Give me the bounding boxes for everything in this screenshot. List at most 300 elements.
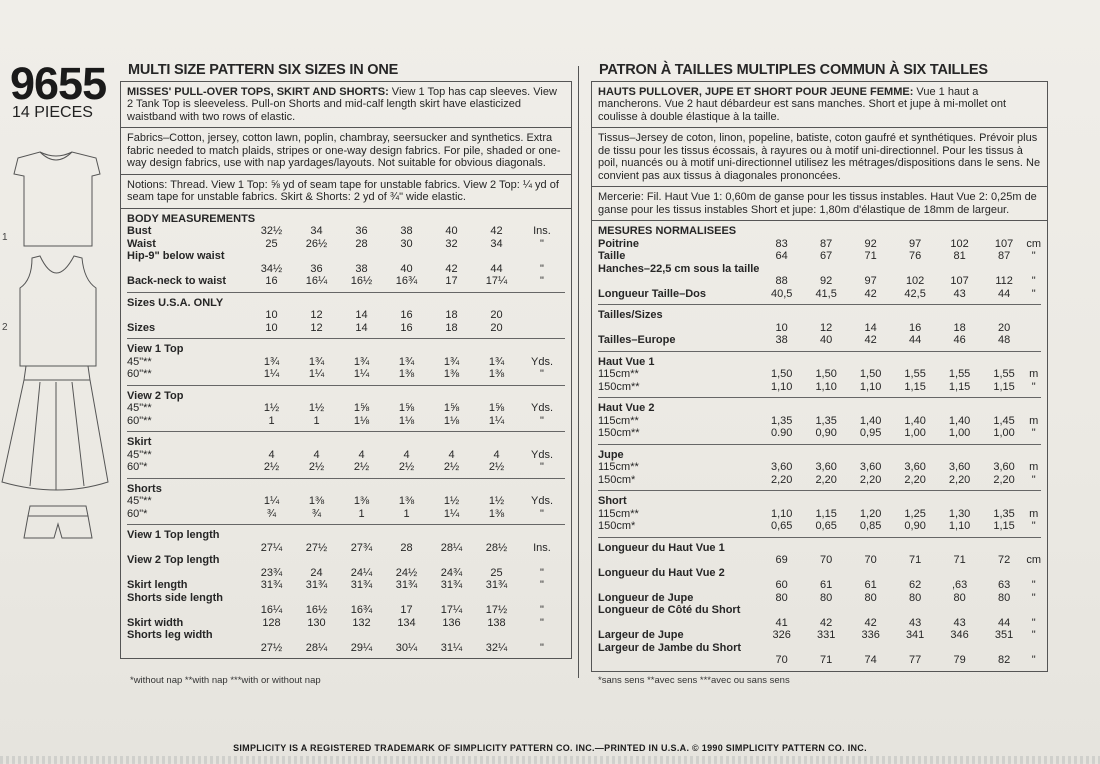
row-label: Shorts side length bbox=[127, 591, 223, 604]
size-value: 43 bbox=[908, 616, 922, 629]
size-value: 12 bbox=[310, 321, 323, 334]
size-value: 0,90 bbox=[904, 520, 926, 532]
size-value: 27½ bbox=[260, 641, 283, 654]
size-value: 41,5 bbox=[815, 287, 837, 300]
size-value bbox=[384, 250, 429, 263]
size-value: 34 bbox=[490, 237, 503, 250]
row-label: View 2 Top bbox=[127, 389, 184, 402]
size-value: 107 bbox=[994, 237, 1014, 250]
size-value: 30 bbox=[400, 237, 413, 250]
table-row bbox=[127, 529, 565, 542]
size-value: 336 bbox=[861, 629, 880, 641]
size-value bbox=[893, 542, 937, 555]
size-value: 40 bbox=[445, 225, 458, 237]
size-value: 1¾ bbox=[488, 355, 505, 368]
size-value: 346 bbox=[950, 629, 969, 641]
size-value: 41 bbox=[775, 616, 788, 629]
size-value bbox=[848, 604, 892, 617]
size-value: 2,20 bbox=[815, 473, 837, 486]
size-value bbox=[982, 542, 1026, 555]
pattern-number: 9655 bbox=[10, 58, 107, 109]
english-notions: Notions: Thread. View 1 Top: ⅝ yd of seam tape for unstable fabrics. View 2 Top: ¼ yd of seam tape for unstable fabrics. Skirt & Shorts: 2 yd of ¾" wide elastic. bbox=[121, 175, 571, 209]
unit: Yds. bbox=[530, 402, 553, 414]
size-value: 97 bbox=[864, 275, 877, 287]
size-value: 3,60 bbox=[993, 461, 1015, 473]
size-value bbox=[384, 343, 429, 356]
shorts-sketch bbox=[24, 506, 92, 538]
size-value: 1⅝ bbox=[353, 402, 370, 414]
table-row bbox=[598, 322, 1041, 335]
row-label bbox=[598, 554, 759, 567]
unit: " bbox=[1031, 654, 1036, 666]
unit: " bbox=[1031, 616, 1036, 629]
size-value bbox=[339, 390, 384, 403]
size-value bbox=[937, 356, 981, 369]
french-description bbox=[592, 82, 1047, 129]
unit bbox=[1026, 604, 1041, 617]
row-label: Skirt length bbox=[127, 579, 188, 591]
unit: " bbox=[1031, 275, 1036, 287]
size-value bbox=[474, 629, 519, 642]
size-value bbox=[759, 449, 803, 462]
unit bbox=[519, 297, 565, 310]
size-value: 1,20 bbox=[859, 507, 882, 520]
size-value bbox=[429, 554, 474, 567]
size-value: 63 bbox=[997, 579, 1011, 591]
size-value: 1⅛ bbox=[443, 414, 460, 427]
unit bbox=[1026, 567, 1041, 580]
size-value: 16½ bbox=[305, 604, 328, 616]
size-value: 1½ bbox=[443, 495, 460, 507]
unit bbox=[1026, 642, 1041, 655]
size-value: 1⅛ bbox=[353, 414, 370, 427]
row-label: Waist bbox=[127, 237, 156, 250]
table-row bbox=[127, 604, 565, 617]
size-value bbox=[294, 436, 339, 449]
table-row bbox=[127, 495, 565, 508]
row-label: MESURES NORMALISEES bbox=[598, 225, 737, 237]
row-label: Haut Vue 2 bbox=[598, 402, 655, 414]
row-label: Largeur de Jupe bbox=[598, 629, 684, 641]
size-value: 14 bbox=[355, 321, 368, 334]
size-value: 28 bbox=[400, 541, 413, 554]
row-label: Shorts leg width bbox=[127, 629, 213, 641]
unit: " bbox=[540, 461, 544, 473]
size-value: 10 bbox=[265, 321, 278, 334]
size-value: 1¾ bbox=[443, 355, 460, 368]
size-value: 1,30 bbox=[948, 507, 971, 520]
unit: Ins. bbox=[533, 225, 551, 237]
size-value: 2,20 bbox=[770, 473, 793, 486]
size-value bbox=[474, 483, 519, 496]
unit bbox=[519, 529, 565, 542]
size-value: 24 bbox=[310, 566, 323, 579]
size-value: 16 bbox=[400, 321, 413, 334]
size-value: 40 bbox=[820, 334, 833, 346]
table-row bbox=[598, 629, 1041, 642]
size-value: 32 bbox=[445, 237, 458, 250]
table-row bbox=[598, 288, 1041, 301]
size-value: 14 bbox=[864, 321, 877, 334]
english-footnote: *without nap **with nap ***with or without nap bbox=[130, 675, 321, 686]
size-value: 20 bbox=[997, 321, 1011, 334]
row-label: 115cm** bbox=[598, 414, 639, 427]
size-value bbox=[384, 529, 429, 542]
size-value: 1⅝ bbox=[488, 402, 505, 414]
size-value: 3,60 bbox=[948, 461, 971, 473]
size-value: 1,00 bbox=[948, 427, 971, 439]
size-value: 87 bbox=[997, 250, 1011, 262]
row-label: Skirt bbox=[127, 436, 152, 448]
unit: Yds. bbox=[530, 448, 553, 461]
size-value: 1,55 bbox=[993, 368, 1015, 380]
table-row bbox=[127, 483, 565, 496]
size-value: 43 bbox=[953, 616, 966, 629]
size-value: 28 bbox=[355, 237, 368, 250]
size-value bbox=[893, 263, 937, 276]
size-value: 70 bbox=[775, 654, 788, 666]
size-value bbox=[294, 529, 339, 542]
size-value: 3,60 bbox=[859, 461, 882, 473]
row-label: Longueur du Haut Vue 1 bbox=[598, 541, 725, 554]
size-value: 16¾ bbox=[395, 275, 418, 287]
size-value bbox=[982, 263, 1026, 276]
table-row bbox=[127, 629, 565, 642]
table-row bbox=[127, 225, 565, 238]
row-label bbox=[127, 642, 249, 655]
size-value: 2½ bbox=[443, 461, 460, 473]
row-label bbox=[598, 579, 759, 592]
table-row bbox=[127, 461, 565, 474]
table-row bbox=[127, 322, 565, 335]
size-value bbox=[474, 343, 519, 356]
size-value: 1½ bbox=[263, 402, 280, 414]
skirt-sketch bbox=[2, 366, 108, 490]
unit bbox=[1026, 322, 1041, 335]
size-value: 1¾ bbox=[398, 355, 415, 368]
size-value bbox=[294, 343, 339, 356]
size-value: 1 bbox=[358, 507, 365, 520]
size-value: 64 bbox=[775, 250, 788, 262]
size-value bbox=[339, 629, 384, 642]
row-label: Longueur de Côté du Short bbox=[598, 604, 741, 616]
size-value: 16½ bbox=[350, 275, 373, 287]
size-value: 134 bbox=[397, 616, 416, 629]
size-value: 92 bbox=[820, 275, 833, 287]
size-value: 351 bbox=[994, 629, 1014, 641]
table-row bbox=[598, 461, 1041, 474]
size-value bbox=[339, 250, 384, 263]
trademark-notice: SIMPLICITY IS A REGISTERED TRADEMARK OF SIMPLICITY PATTERN CO. INC.—PRINTED IN U.S.A. © 1990 SIMPLICITY PATTERN CO. INC. bbox=[233, 743, 867, 753]
table-row bbox=[598, 508, 1041, 521]
row-label: 45"** bbox=[127, 402, 152, 414]
size-value: 2,20 bbox=[904, 473, 926, 486]
table-row bbox=[598, 225, 1041, 238]
size-value bbox=[848, 567, 892, 580]
size-value: 1,10 bbox=[859, 380, 882, 393]
table-row bbox=[598, 263, 1041, 276]
size-value: 80 bbox=[775, 591, 788, 604]
size-value: 107 bbox=[950, 275, 969, 287]
size-value: 36 bbox=[310, 262, 323, 275]
size-value bbox=[982, 402, 1026, 415]
size-value bbox=[893, 356, 937, 369]
row-label: Skirt width bbox=[127, 616, 184, 629]
size-value: 25 bbox=[265, 237, 278, 250]
size-value: 24½ bbox=[395, 566, 418, 579]
size-value bbox=[474, 529, 519, 542]
size-value: 34½ bbox=[260, 262, 283, 275]
size-value: 1⅜ bbox=[353, 495, 370, 507]
unit: " bbox=[540, 507, 544, 520]
unit: " bbox=[1031, 287, 1036, 300]
table-row bbox=[127, 297, 565, 310]
size-value: 132 bbox=[352, 616, 371, 629]
unit: Yds. bbox=[530, 355, 553, 368]
size-value bbox=[294, 297, 339, 310]
size-value bbox=[474, 250, 519, 263]
row-label: Short bbox=[598, 495, 627, 507]
size-value bbox=[249, 436, 294, 449]
table-row bbox=[127, 449, 565, 462]
size-value: 46 bbox=[953, 334, 966, 346]
unit: " bbox=[540, 275, 544, 287]
size-value bbox=[937, 642, 981, 655]
table-row bbox=[598, 617, 1041, 630]
table-row bbox=[598, 567, 1041, 580]
size-value: 1,10 bbox=[948, 520, 971, 532]
size-value: 32¼ bbox=[485, 641, 508, 654]
size-value: 1,15 bbox=[993, 520, 1015, 532]
size-value: ,63 bbox=[951, 579, 968, 591]
size-value: 44 bbox=[997, 287, 1011, 300]
size-value: 42 bbox=[864, 287, 877, 300]
size-value: 69 bbox=[775, 554, 788, 566]
size-value: 1¼ bbox=[353, 368, 370, 380]
size-value bbox=[384, 390, 429, 403]
size-value bbox=[339, 592, 384, 605]
size-value: 28¼ bbox=[305, 641, 328, 654]
row-label: 150cm** bbox=[598, 427, 640, 439]
table-row bbox=[127, 508, 565, 521]
row-label bbox=[598, 275, 759, 288]
row-label: 60"** bbox=[127, 414, 152, 427]
unit bbox=[1026, 402, 1041, 415]
size-value: 0,85 bbox=[859, 520, 882, 532]
size-value: 1,55 bbox=[904, 368, 926, 380]
size-value: 1,35 bbox=[993, 507, 1015, 520]
size-value bbox=[339, 554, 384, 567]
size-value: 331 bbox=[816, 629, 836, 641]
size-value: 10 bbox=[775, 321, 788, 334]
row-label bbox=[127, 542, 249, 555]
size-value: 2½ bbox=[353, 461, 370, 473]
size-value bbox=[982, 642, 1026, 655]
size-value bbox=[294, 483, 339, 496]
size-value bbox=[474, 592, 519, 605]
size-value bbox=[893, 604, 937, 617]
table-row bbox=[127, 356, 565, 369]
unit: m bbox=[1029, 507, 1039, 520]
unit bbox=[1026, 495, 1041, 508]
size-value: 31¾ bbox=[305, 579, 328, 591]
size-value: 2½ bbox=[398, 461, 415, 473]
row-label: Longueur du Haut Vue 2 bbox=[598, 566, 725, 579]
size-value bbox=[893, 567, 937, 580]
size-value bbox=[804, 309, 848, 322]
unit: " bbox=[540, 604, 544, 616]
row-label bbox=[598, 654, 759, 667]
size-value: 62 bbox=[908, 579, 922, 591]
row-label: Longueur Taille–Dos bbox=[598, 287, 706, 300]
table-row bbox=[598, 495, 1041, 508]
size-value bbox=[804, 263, 848, 276]
row-label: Largeur de Jambe du Short bbox=[598, 641, 742, 654]
unit: cm bbox=[1026, 554, 1041, 566]
unit: " bbox=[1031, 591, 1036, 604]
size-value: 4 bbox=[403, 448, 410, 461]
size-value: 1,10 bbox=[815, 380, 837, 393]
table-row bbox=[127, 567, 565, 580]
size-value: 80 bbox=[997, 591, 1011, 604]
size-value bbox=[474, 297, 519, 310]
size-value: 42 bbox=[820, 616, 833, 629]
size-value bbox=[759, 642, 803, 655]
table-row bbox=[127, 263, 565, 276]
table-row bbox=[127, 213, 565, 226]
size-value: 42 bbox=[445, 262, 458, 275]
size-value: 326 bbox=[772, 629, 791, 641]
row-label: Sizes bbox=[127, 321, 156, 334]
size-value: 40 bbox=[400, 262, 413, 275]
row-label bbox=[598, 617, 759, 630]
size-value bbox=[982, 309, 1026, 322]
size-value bbox=[937, 449, 981, 462]
size-value bbox=[982, 604, 1026, 617]
size-value bbox=[759, 542, 803, 555]
unit: " bbox=[540, 616, 544, 629]
unit bbox=[519, 250, 565, 263]
size-value: 92 bbox=[864, 237, 877, 250]
size-value bbox=[848, 309, 892, 322]
english-box bbox=[120, 81, 572, 660]
size-value: 1½ bbox=[488, 495, 505, 507]
size-value bbox=[429, 390, 474, 403]
description-text: View 1 Top has cap sleeves. View 2 Tank Top is sleeveless. Pull-on Shorts and mid-calf length skirt have elasticized waistband with two rows of elastic. bbox=[127, 85, 557, 123]
size-value bbox=[848, 263, 892, 276]
size-value bbox=[249, 629, 294, 642]
size-value: 18 bbox=[445, 309, 458, 321]
unit bbox=[519, 309, 565, 322]
unit: " bbox=[1031, 250, 1036, 262]
size-value: 1,50 bbox=[770, 368, 793, 380]
size-value: 2½ bbox=[488, 461, 505, 473]
table-row bbox=[127, 642, 565, 655]
size-value bbox=[339, 297, 384, 310]
view2-top-sketch bbox=[20, 256, 96, 366]
size-value: 71 bbox=[864, 250, 877, 262]
unit: " bbox=[540, 579, 544, 591]
size-value: 16 bbox=[400, 309, 413, 321]
size-value: 1,40 bbox=[948, 414, 971, 427]
table-row bbox=[598, 654, 1041, 667]
size-value: 0,95 bbox=[859, 427, 882, 439]
unit bbox=[519, 436, 565, 449]
size-value bbox=[384, 483, 429, 496]
size-value bbox=[474, 436, 519, 449]
size-value: 79 bbox=[953, 654, 966, 666]
size-value: 1,10 bbox=[770, 507, 793, 520]
size-value: 27½ bbox=[305, 541, 328, 554]
english-measurements bbox=[121, 209, 571, 659]
unit: " bbox=[540, 641, 544, 654]
size-value: 61 bbox=[820, 579, 833, 591]
size-value: 2,20 bbox=[948, 473, 971, 486]
size-value: 67 bbox=[820, 250, 833, 262]
row-label: Back-neck to waist bbox=[127, 275, 227, 287]
row-label: Sizes U.S.A. ONLY bbox=[127, 296, 224, 309]
size-value: 16¼ bbox=[305, 275, 328, 287]
unit: Ins. bbox=[533, 541, 551, 554]
size-value: 1⅝ bbox=[443, 402, 460, 414]
size-value: 31¾ bbox=[395, 579, 418, 591]
row-label: Haut Vue 1 bbox=[598, 355, 655, 368]
size-value: 1⅜ bbox=[488, 507, 505, 520]
size-value bbox=[294, 629, 339, 642]
size-value: 80 bbox=[820, 591, 833, 604]
size-value: 31¼ bbox=[440, 641, 463, 654]
size-value: 87 bbox=[820, 237, 833, 250]
size-value: 26½ bbox=[305, 237, 328, 250]
table-row bbox=[598, 402, 1041, 415]
size-value: 71 bbox=[908, 554, 922, 566]
french-footnote: *sans sens **avec sens ***avec ou sans sens bbox=[598, 675, 790, 686]
size-value bbox=[804, 449, 848, 462]
size-value: 31¾ bbox=[440, 579, 463, 591]
svg-text:2: 2 bbox=[2, 322, 8, 333]
size-value: 1⅜ bbox=[488, 368, 505, 380]
size-value: 1,15 bbox=[904, 380, 926, 393]
row-label: 150cm** bbox=[598, 380, 640, 393]
size-value: 1⅝ bbox=[398, 402, 415, 414]
size-value: 138 bbox=[487, 616, 506, 629]
size-value: 23¾ bbox=[260, 566, 283, 579]
table-row bbox=[598, 368, 1041, 381]
size-value bbox=[893, 402, 937, 415]
size-value: 4 bbox=[268, 448, 275, 461]
unit: " bbox=[1031, 473, 1036, 486]
unit bbox=[1026, 356, 1041, 369]
size-value bbox=[982, 495, 1026, 508]
size-value bbox=[759, 402, 803, 415]
size-value bbox=[339, 343, 384, 356]
size-value bbox=[294, 592, 339, 605]
row-label: Tailles/Sizes bbox=[598, 309, 663, 321]
size-value: 1¼ bbox=[308, 368, 325, 380]
size-value bbox=[249, 554, 294, 567]
size-value bbox=[937, 402, 981, 415]
row-label: 150cm* bbox=[598, 520, 636, 532]
size-value: 2,20 bbox=[859, 473, 882, 486]
unit: " bbox=[540, 262, 544, 275]
english-fabrics: Fabrics–Cotton, jersey, cotton lawn, poplin, chambray, seersucker and synthetics. Extra fabric needed to match plaids, stripes or one-way design fabrics. For pile, shaded or one-way design fabrics, use with nap yardages/layouts. Not suitable for obvious diagonals. bbox=[121, 128, 571, 175]
size-value: 38 bbox=[355, 262, 368, 275]
size-value: 72 bbox=[997, 554, 1011, 566]
size-value bbox=[294, 554, 339, 567]
row-label: Hanches–22,5 cm sous la taille bbox=[598, 262, 760, 275]
size-value: 1,00 bbox=[993, 427, 1015, 439]
size-value: 17¼ bbox=[485, 275, 508, 287]
